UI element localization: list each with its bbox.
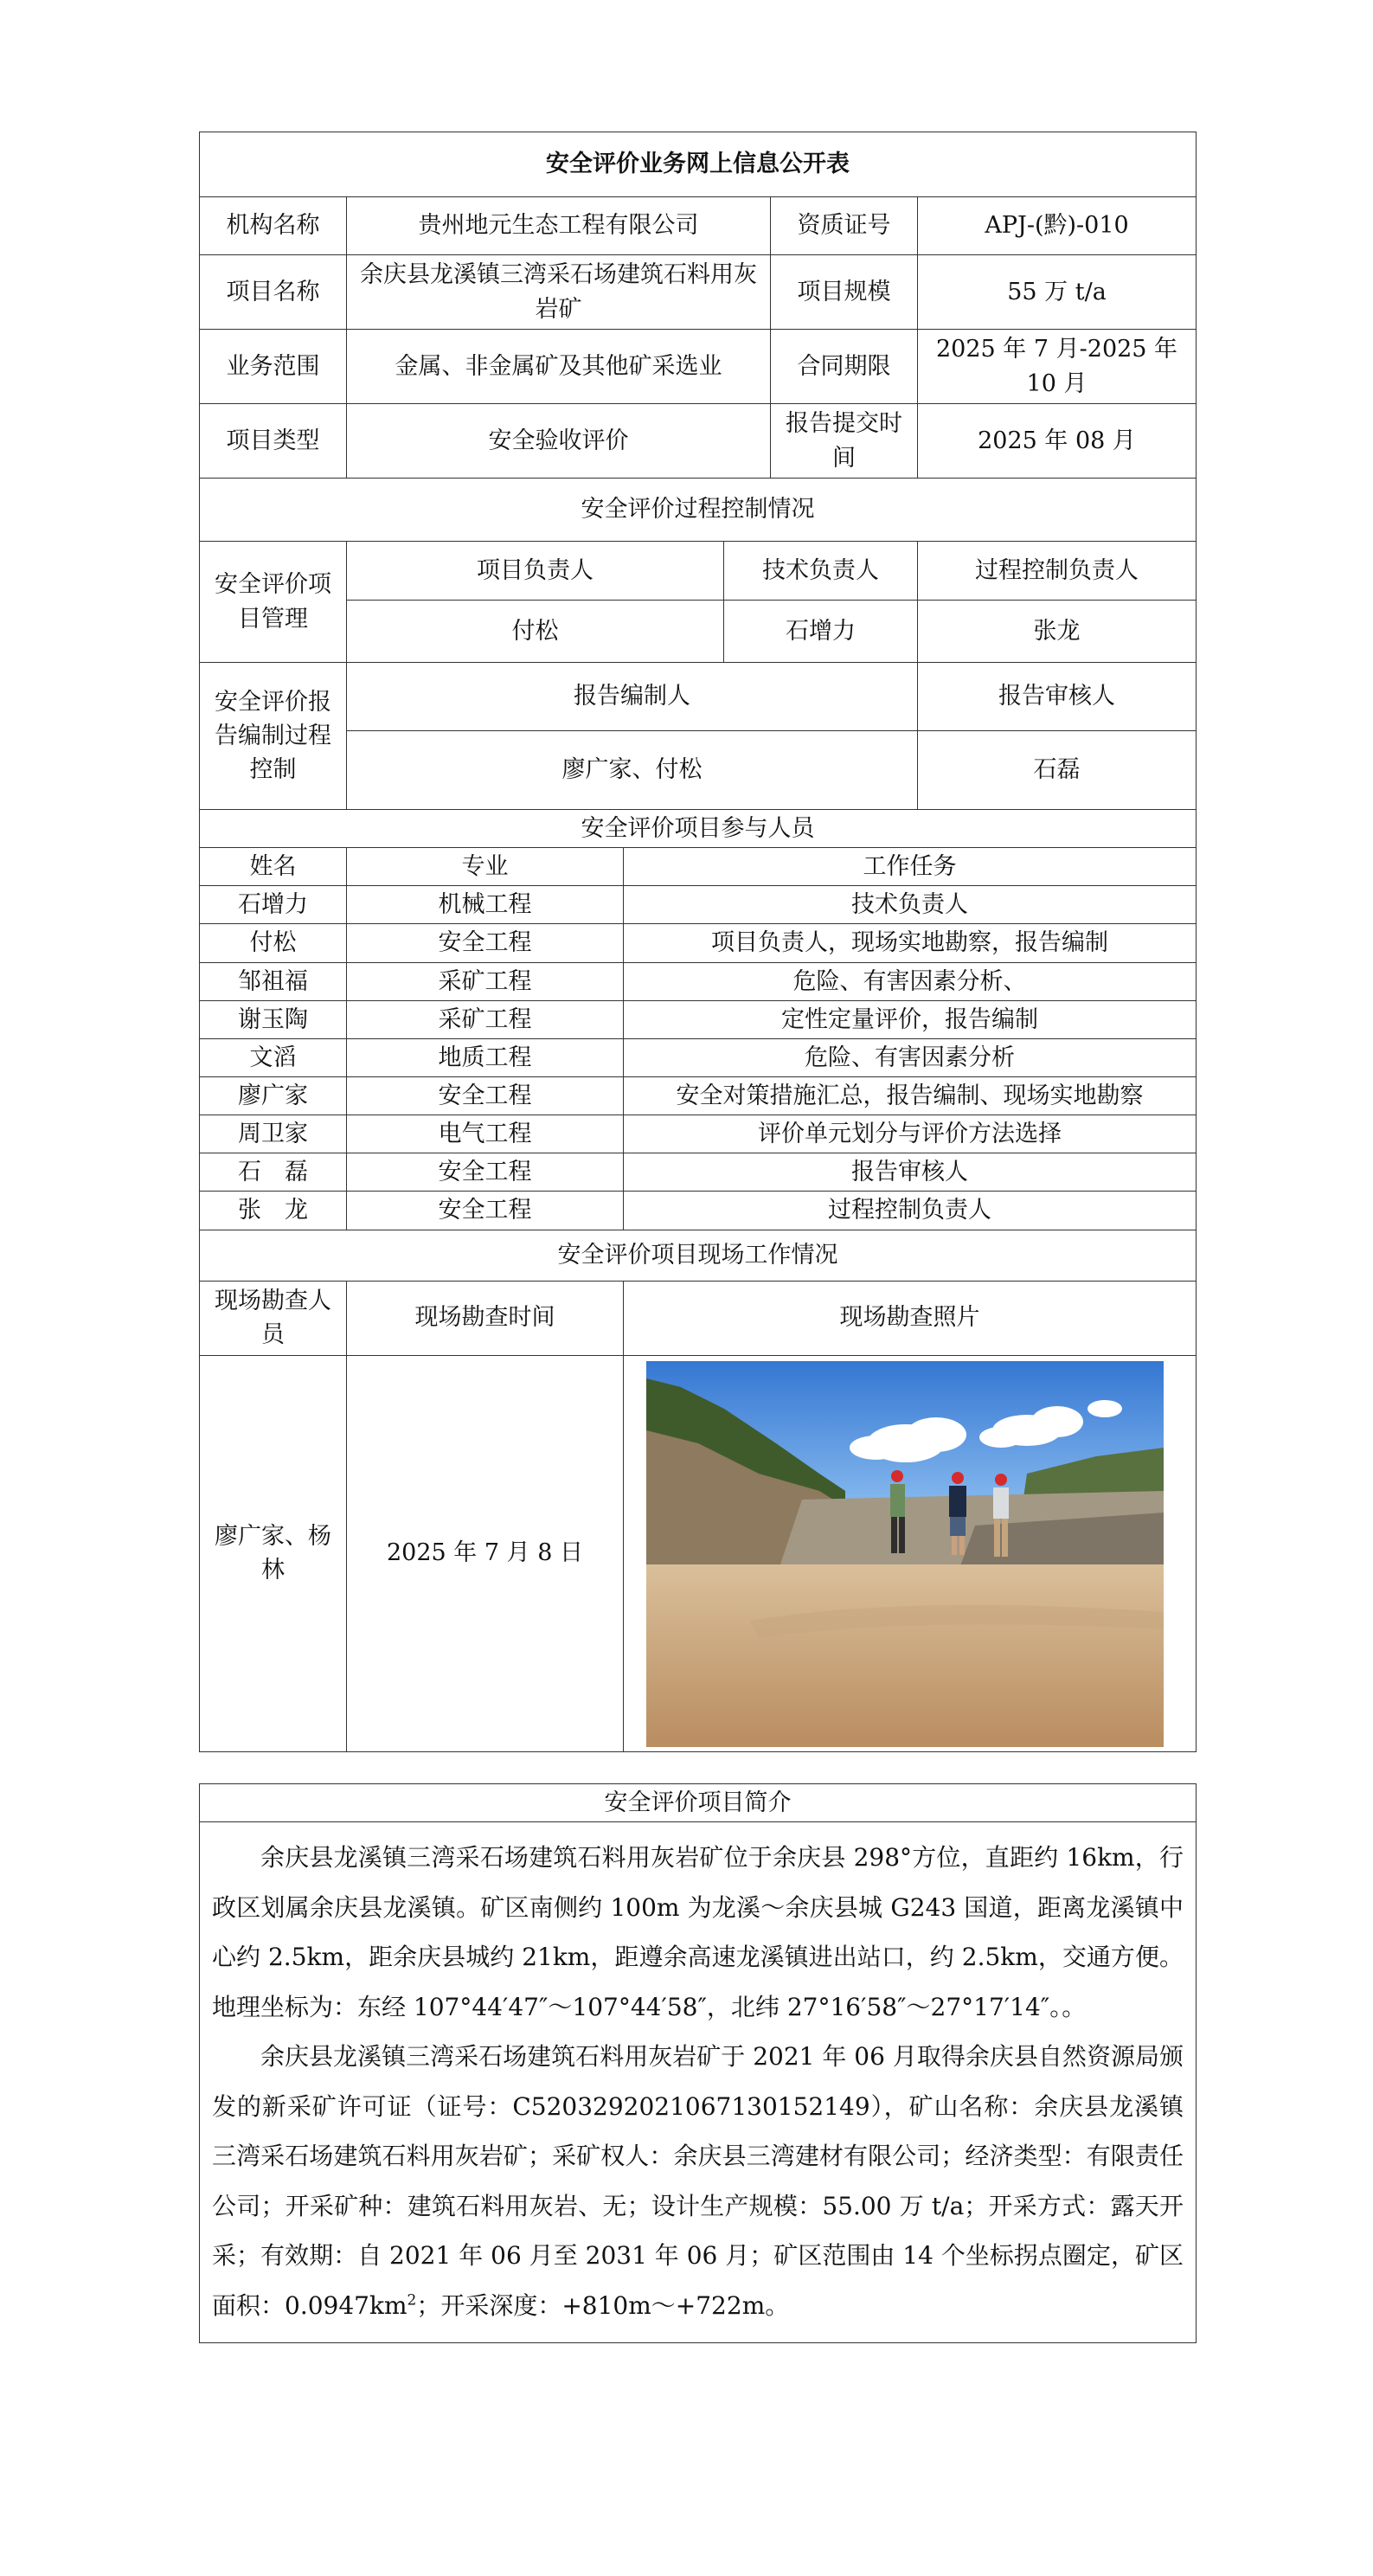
intro-title: 安全评价项目简介: [200, 1784, 1197, 1822]
process-control-lead-label: 过程控制负责人: [918, 542, 1197, 601]
table-row: [200, 1192, 1197, 1230]
tech-lead-label: 技术负责人: [724, 542, 918, 601]
participant-name: 文滔: [200, 1038, 347, 1076]
site-photo-label: 现场勘查照片: [624, 1281, 1197, 1355]
site-inspection-photo: [646, 1361, 1164, 1747]
participant-major: 安全工程: [347, 1192, 624, 1230]
participant-name: 邹祖福: [200, 962, 347, 1000]
participant-major: 安全工程: [347, 1076, 624, 1115]
cert-label: 资质证号: [771, 197, 918, 255]
participant-task: 安全对策措施汇总，报告编制、现场实地勘察: [624, 1076, 1197, 1115]
project-name-label: 项目名称: [200, 255, 347, 330]
participant-task: 评价单元划分与评价方法选择: [624, 1115, 1197, 1153]
project-scale-value: 55 万 t/a: [918, 255, 1197, 330]
project-intro-table: [199, 1783, 1197, 2343]
report-writer-value: 廖广家、付松: [347, 731, 918, 810]
site-staff-value: 廖广家、杨林: [200, 1355, 347, 1751]
submit-time-value: 2025 年 08 月: [918, 404, 1197, 479]
site-staff-label: 现场勘查人员: [200, 1281, 347, 1355]
participant-major: 安全工程: [347, 924, 624, 962]
page-title: 安全评价业务网上信息公开表: [200, 132, 1197, 197]
project-type-value: 安全验收评价: [347, 404, 771, 479]
scope-value: 金属、非金属矿及其他矿采选业: [347, 330, 771, 404]
participant-major: 机械工程: [347, 886, 624, 924]
org-name-label: 机构名称: [200, 197, 347, 255]
project-lead-value: 付松: [347, 601, 724, 663]
tech-lead-value: 石增力: [724, 601, 918, 663]
site-time-value: 2025 年 7 月 8 日: [347, 1355, 624, 1751]
participant-task: 报告审核人: [624, 1153, 1197, 1192]
participant-task: 定性定量评价，报告编制: [624, 1000, 1197, 1038]
participant-task: 危险、有害因素分析: [624, 1038, 1197, 1076]
participant-major: 安全工程: [347, 1153, 624, 1192]
participant-name: 谢玉陶: [200, 1000, 347, 1038]
project-lead-label: 项目负责人: [347, 542, 724, 601]
report-writer-label: 报告编制人: [347, 663, 918, 731]
site-photo-cell: [624, 1355, 1197, 1751]
project-management-label: 安全评价项目管理: [200, 542, 347, 663]
process-section-title: 安全评价过程控制情况: [200, 479, 1197, 542]
intro-body: [200, 1822, 1197, 2343]
col-header-task: 工作任务: [624, 848, 1197, 886]
participant-name: 张 龙: [200, 1192, 347, 1230]
participant-task: 项目负责人，现场实地勘察，报告编制: [624, 924, 1197, 962]
intro-license-text-end: ；开采深度：+810m～+722m。: [416, 2290, 790, 2320]
area-unit-superscript: 2: [407, 2291, 417, 2309]
info-disclosure-table: [199, 132, 1197, 1752]
table-row: [200, 1038, 1197, 1076]
table-row: [200, 1076, 1197, 1115]
participant-task: 危险、有害因素分析、: [624, 962, 1197, 1000]
scope-label: 业务范围: [200, 330, 347, 404]
contract-label: 合同期限: [771, 330, 918, 404]
participant-major: 采矿工程: [347, 1000, 624, 1038]
participant-task: 过程控制负责人: [624, 1192, 1197, 1230]
table-row: [200, 1153, 1197, 1192]
project-scale-label: 项目规模: [771, 255, 918, 330]
participant-name: 廖广家: [200, 1076, 347, 1115]
participant-name: 周卫家: [200, 1115, 347, 1153]
process-control-lead-value: 张龙: [918, 601, 1197, 663]
report-reviewer-value: 石磊: [918, 731, 1197, 810]
report-reviewer-label: 报告审核人: [918, 663, 1197, 731]
participant-name: 石增力: [200, 886, 347, 924]
participant-name: 石 磊: [200, 1153, 347, 1192]
site-section-title: 安全评价项目现场工作情况: [200, 1230, 1197, 1281]
intro-paragraph-license: [212, 2032, 1184, 2330]
col-header-name: 姓名: [200, 848, 347, 886]
col-header-major: 专业: [347, 848, 624, 886]
report-process-label: 安全评价报告编制过程控制: [200, 663, 347, 810]
table-row: [200, 1000, 1197, 1038]
project-name-value: 余庆县龙溪镇三湾采石场建筑石料用灰岩矿: [347, 255, 771, 330]
table-row: [200, 924, 1197, 962]
table-row: [200, 1115, 1197, 1153]
cert-value: APJ-(黔)-010: [918, 197, 1197, 255]
participants-section-title: 安全评价项目参与人员: [200, 810, 1197, 848]
intro-paragraph-location: 余庆县龙溪镇三湾采石场建筑石料用灰岩矿位于余庆县 298°方位，直距约 16km，行政区划属余庆县龙溪镇。矿区南侧约 100m 为龙溪～余庆县城 G243 国道，距离龙溪镇中心约 2.5km，距余庆县城约 21km，距遵余高速龙溪镇进出站口，约 2.5km，交通方便。地理坐标为：东经 107°44′47″～107°44′58″，北纬 27°16′58″～27°17′14″。。: [212, 1843, 1184, 2021]
org-name-value: 贵州地元生态工程有限公司: [347, 197, 771, 255]
table-row: [200, 962, 1197, 1000]
site-time-label: 现场勘查时间: [347, 1281, 624, 1355]
submit-time-label: 报告提交时间: [771, 404, 918, 479]
participant-major: 电气工程: [347, 1115, 624, 1153]
participant-major: 采矿工程: [347, 962, 624, 1000]
project-type-label: 项目类型: [200, 404, 347, 479]
participant-task: 技术负责人: [624, 886, 1197, 924]
participant-name: 付松: [200, 924, 347, 962]
participant-major: 地质工程: [347, 1038, 624, 1076]
contract-value: 2025 年 7 月-2025 年 10 月: [918, 330, 1197, 404]
table-row: [200, 886, 1197, 924]
ground: [646, 1564, 1164, 1747]
intro-license-text: 余庆县龙溪镇三湾采石场建筑石料用灰岩矿于 2021 年 06 月取得余庆县自然资源局颁发的新采矿许可证（证号：C5203292021067130152149），矿山名称：余庆县龙溪镇三湾采石场建筑石料用灰岩矿；采矿权人：余庆县三湾建材有限公司；经济类型：有限责任公司；开采矿种：建筑石料用灰岩、无；设计生产规模：55.00 万 t/a；开采方式：露天开采；有效期：自 2021 年 06 月至 2031 年 06 月；矿区范围由 14 个坐标拐点圈定，矿区面积：0.0947km: [212, 2042, 1184, 2320]
